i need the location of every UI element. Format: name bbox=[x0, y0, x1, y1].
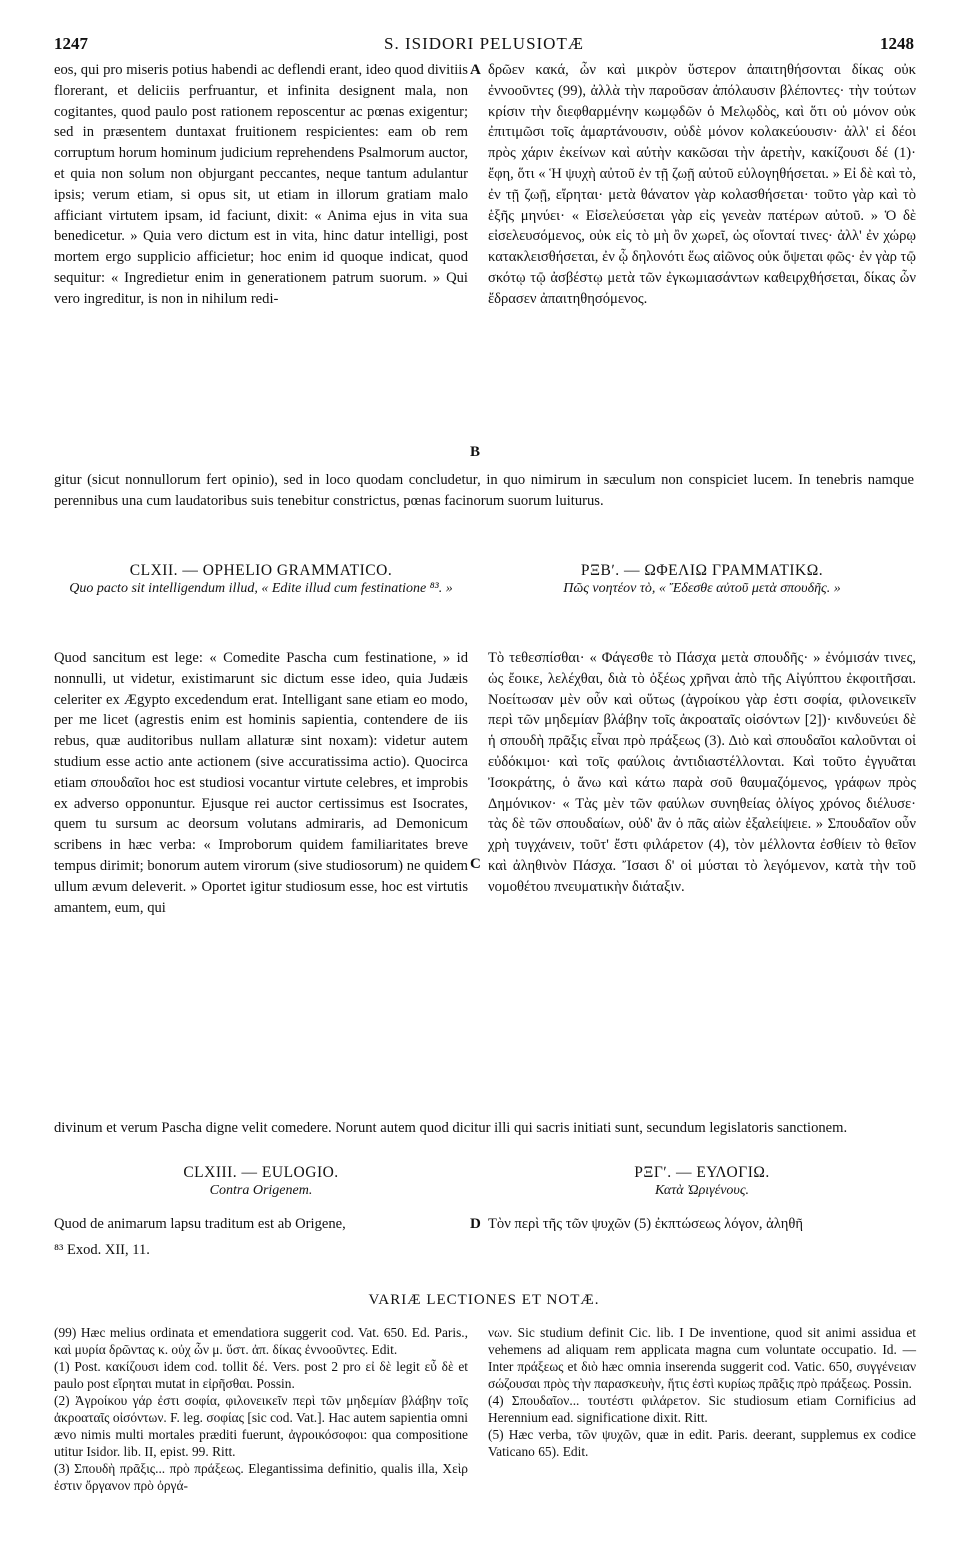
page-header bbox=[54, 34, 914, 60]
greek-line-163: Τὸν περὶ τῆς τῶν ψυχῶν (5) ἐκπτώσεως λόγον, ἀληθῆ bbox=[488, 1216, 804, 1232]
latin-line-163: Quod de animarum lapsu traditum est ab Origene, bbox=[54, 1216, 346, 1232]
latin-subtitle-163: Contra Origenem. bbox=[209, 1183, 313, 1198]
running-title: S. ISIDORI PELUSIOTÆ bbox=[384, 34, 584, 53]
margin-marker-a: A bbox=[470, 62, 481, 78]
greek-column-top: δρῶεν κακά, ὧν καὶ μικρὸν ὕστερον ἀπαιτηθήσονται δίκας οὐκ ἐννοοῦντες (99), ἀλλὰ τὴν παροῦσαν ἀπόλαυσιν βλέποντες· τὴν τούτων κρίσιν τὴν διεφθαρμένην κωμῳδῶν ὁ Μελῳδὸς, καὶ ὅτι οὐ μόνον οὐκ ἐπιτιμῶσι τοῖς ἁμαρτάνουσιν, οὐδὲ μόνον κολακεύουσιν· ἀλλ' εἰ δέοι πρὸς χάριν ἐκείνων καὶ αὐτὴν κακῶσαι τὴν ἀρετὴν, κακίζουσι δέ (1)· ἔφη, ὅτι « Ἡ ψυχὴ αὐτοῦ ἐν τῇ ζωῇ αὐτοῦ εὐλογηθήσεται. » Εἰ δὲ καὶ τὸ, ἐν τῇ ζωῇ, εἴρηται· μετὰ θάνατον γὰρ κολασθήσεται· τοῦτο γὰρ καὶ τὸ ἑξῆς μηνύει· « Εἰσελεύσεται γὰρ εἰς γενεὰν πατέρων αὐτοῦ. » Ὁ δὲ εἰσελευσόμενος, οὐκ εἰς τὸ μὴ ὂν χωρεῖ, ὡς οἴονταί τινες· ἀλλ' ἐν χώρῳ κατακλεισθήσεται, ἐν ᾧ δηλονότι ἕως αἰῶνος οὐκ ὄψεται φῶς· ἐν γὰρ τῷ σκότῳ τῷ ἀσβέστῳ μετὰ τῶν ἐγκωμιασάντων καθειρχθήσεται, δίκας ὧν ἔδρασεν ἀπαιτηθησόμενος. bbox=[488, 62, 916, 307]
notes-right-column bbox=[488, 1324, 916, 1460]
latin-full-width-1: gitur (sicut nonnullorum fert opinio), sed in loco quodam concludetur, in quo nimirum in sæculum non conspiciet lucem. In tenebris namque perennibus una cum laudatoribus suis tenebitur constrictus, pœnas facinorum suorum luiturus. bbox=[54, 472, 914, 509]
margin-marker-d: D bbox=[470, 1216, 481, 1232]
margin-marker-c: C bbox=[470, 856, 481, 872]
greek-heading-163 bbox=[488, 1164, 916, 1200]
greek-heading-162 bbox=[488, 562, 916, 598]
latin-column-top: eos, qui pro miseris potius habendi ac deflendi erant, ideo quod divitiis florerant, et deliciis perfruantur, et infinita designent mala, non cogitantes, quod paulo post rationem reposcentur ac pœnas exigentur; sed in præsentem duntaxat fruitionem respicientes: eam ob rem corruptum horum hominum judicium reprehendens Psalmorum auctor, et quia non solum non objurgant peccantes, neque tantum adulantur ipsis; verum etiam, si opus sit, ut etiam in illorum gratiam malo afficiant virtutem ipsam, id faciunt, dixit: « Anima ejus in vita sua benedicetur. » Quia vero dictum est in vita, hinc datur intelligi, post mortem ergo supplicio afficietur; hoc enim id quoque indicat, quod sequitur: « Ingredietur enim in generationem patrum suorum. » Qui vero ingreditur, is non in nihilum redi- bbox=[54, 62, 468, 307]
note-5: (5) Hæc verba, τῶν ψυχῶν, quæ in edit. Paris. deerant, supplemus ex codice Vaticano 65). Edit. bbox=[488, 1427, 916, 1459]
latin-subtitle-162: Quo pacto sit intelligendum illud, « Edite illud cum festinatione ⁸³. » bbox=[69, 581, 453, 596]
notes-heading: VARIÆ LECTIONES ET NOTÆ. bbox=[368, 1292, 600, 1308]
latin-column-middle: Quod sancitum est lege: « Comedite Pascha cum festinatione, » id nonnulli, ut videtur, existimarunt sic dictum esse ideo, quia Judæis celeriter ex Ægypto excedendum erat. Intelligant sane etiam eo modo, per me licet (agrestis enim est hominis sapientia, contendere de iis rebus, quæ auditoribus nullam allaturæ sint noxam): videtur autem studium esse actio ante actionem (sive accuratissima actio). Quocirca etiam σπουδαῖοι hoc est studiosi vocantur virtute celebres, et improbis ex adverso opponuntur. Ejusque rei auctor certissimus est Isocrates, quem tu sursum ac deorsum volutans admiraris, ad Demonicum scribens in hæc verba: « Improborum quidem familiaritates breve tempus dirimit; bonorum autem virorum (sive studiosorum) ne quidem ullum ævum deleverit. » Oportet igitur studiosum esse, hoc est virtutis amantem, eum, qui bbox=[54, 650, 468, 916]
note-99: (99) Hæc melius ordinata et emendatiora suggerit cod. Vat. 650. Ed. Paris., καὶ μυρία δρῶντας κ. οὐχ ὧν μ. ὕστ. ἀπ. δίκας ἐννοοῦντες. Edit. bbox=[54, 1325, 468, 1357]
note-3: (3) Σπουδὴ πρᾶξις... πρὸ πράξεως. Elegantissima definitio, qualis illa, Χεὶρ ἐστιν ὄργανον πρὸ ὀργά- bbox=[54, 1461, 468, 1493]
letter-163-heading bbox=[54, 1164, 914, 1216]
page-number-right: 1248 bbox=[880, 34, 914, 53]
columns-middle bbox=[54, 648, 914, 1118]
latin-heading-162 bbox=[54, 562, 468, 598]
page-number-left: 1247 bbox=[54, 34, 88, 53]
greek-title-163: ΡΞΓʹ. — ΕΥΛΟΓΙΩ. bbox=[634, 1164, 770, 1181]
note-1: (1) Post. κακίζουσι idem cod. tollit δέ. Vers. post 2 pro εἰ δὲ legit εὖ δὲ et paulo post εἴρηται mutat in εἰρῆσθαι. Possin. bbox=[54, 1359, 468, 1391]
note-3-continued: νων. Sic studium definit Cic. lib. I De inventione, quod sit animi assidua et vehemens ad aliquam rem applicata magna cum voluntate occupatio. Id. — Inter πράξεως et διὸ hæc omnia inserenda suggerit cod. Vatic. 650, συγγένειαν σώζουσαι πρὸς τὴν παρασκευὴν, ἥτις ἐστὶ κυρίως πρᾶξις πρὸ πράξεως. Possin. bbox=[488, 1325, 916, 1391]
greek-subtitle-163: Κατὰ Ὠριγένους. bbox=[654, 1183, 750, 1198]
page bbox=[54, 34, 914, 1534]
letter-162-heading bbox=[54, 562, 914, 648]
greek-title-162: ΡΞΒʹ. — ΩΦΕΛΙΩ ΓΡΑΜΜΑΤΙΚΩ. bbox=[580, 562, 824, 579]
note-4: (4) Σπουδαῖον... τουτέστι φιλάρετον. Sic studiosum etiam Cornificius ad Herennium ead. significatione dixit. Ritt. bbox=[488, 1393, 916, 1425]
columns-top bbox=[54, 60, 914, 470]
latin-heading-163 bbox=[54, 1164, 468, 1200]
latin-title-162: CLXII. — OPHELIO GRAMMATICO. bbox=[129, 562, 393, 579]
margin-marker-b: B bbox=[470, 444, 481, 460]
letter-163-first-line bbox=[54, 1216, 914, 1242]
note-2: (2) Ἀγροίκου γάρ ἐστι σοφία, φιλονεικεῖν περὶ τῶν μηδεμίαν βλάβην τοῖς ἀκροαταῖς οἰσόντων. F. leg. σοφίας [sic cod. Vat.]. Hac autem sapientia omni ævo nimis multi mortales præditi fuerunt, ἀγροικόσοφοι: qua compositione utitur Isidor. lib. II, epist. 99. Ritt. bbox=[54, 1393, 468, 1459]
notes-left-column bbox=[54, 1324, 468, 1494]
greek-subtitle-162: Πῶς νοητέον τὸ, « Ἔδεσθε αὐτοῦ μετὰ σπουδῆς. » bbox=[563, 581, 841, 596]
footnote: ⁸³ Exod. XII, 11. bbox=[54, 1242, 150, 1258]
latin-full-width-2: divinum et verum Pascha digne velit comedere. Norunt autem quod dicitur illi qui sacris initiati sunt, secundum legislatoris sanctionem. bbox=[54, 1120, 848, 1136]
latin-title-163: CLXIII. — EULOGIO. bbox=[183, 1164, 339, 1181]
greek-column-middle: Τὸ τεθεσπίσθαι· « Φάγεσθε τὸ Πάσχα μετὰ σπουδῆς· » ἐνόμισάν τινες, ὡς ἔοικε, λελέχθαι, διὰ τὸ ὀξέως χρῆναι ἀπὸ τῆς Αἰγύπτου ἐκφοιτῆσαι. Νοείτωσαν μὲν οὖν καὶ οὕτως (ἀγροίκου γὰρ ἐστι σοφία, φιλονεικεῖν περὶ τῶν μηδεμίαν βλάβην τοῖς ἀκροαταῖς οἰσόντων [2])· κινδυνεύει δὲ ἡ σπουδὴ πρᾶξις εἶναι πρὸ πράξεως (3). Διὸ καὶ σπουδαῖοι καλοῦνται οἱ εὐδόκιμοι· καὶ τοῖς φαύλοις ἀντιδιαστέλλονται. Καὶ τοῦτο ἐγγυᾶται Ἰσοκράτης, ὁ ἄνω καὶ κάτω παρὰ σοῦ θαυμαζόμενος, γράφων πρὸς Δημόνικον· « Τὰς μὲν τῶν φαύλων συνηθείας ὀλίγος χρόνος διέλυσε· τὰς δὲ τῶν σπουδαίων, οὐδ' ἂν ὁ πᾶς αἰὼν ἐξαλείψειε. » Σπουδαῖον οὖν χρὴ τυγχάνειν, τοῦτ' ἔστι φιλάρετον (4), τὸν μέλλοντα ἐσθίειν τὸ θεῖον καὶ ἀληθινὸν Πάσχα. Ἴσασι δ' οἱ μύσται τὸ λεγόμενον, κατὰ τὴν τοῦ νομοθέτου πνευματικὴν διάταξιν. bbox=[488, 650, 916, 895]
